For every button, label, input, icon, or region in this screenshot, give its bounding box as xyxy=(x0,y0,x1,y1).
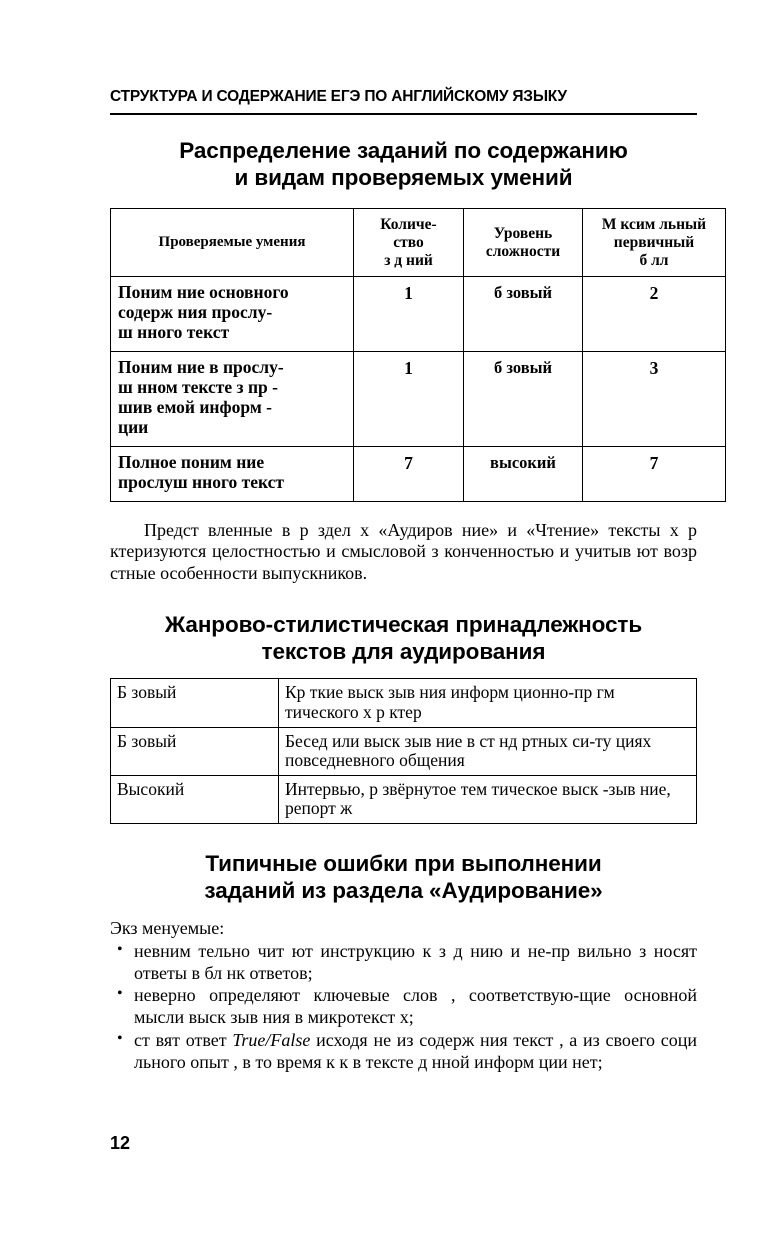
list-item: • неверно определяют ключевые слов , соответствую-щие основной мысли выск зыв ния в микротекст х; xyxy=(110,985,697,1029)
cell-level: б зовый xyxy=(464,352,583,447)
table-header-row xyxy=(111,208,726,276)
column-header-skill: Проверяемые умения xyxy=(111,208,354,276)
cell-score: 2 xyxy=(583,277,726,352)
skills-table xyxy=(110,208,726,502)
table-row xyxy=(111,775,697,823)
cell-skill: Поним ние основного содерж ния прослу- ш нного текст xyxy=(111,277,354,352)
errors-list xyxy=(110,941,697,1074)
cell-level: Б зовый xyxy=(111,727,279,775)
column-header-score: М ксим льный первичный б лл xyxy=(583,208,726,276)
column-header-count: Количе- ство з д ний xyxy=(354,208,464,276)
cell-description: Бесед или выск зыв ние в ст нд ртных си-ту циях повседневного общения xyxy=(279,727,697,775)
list-item: • невним тельно чит ют инструкцию к з д нию и не-пр вильно з носят ответы в бл нк ответов; xyxy=(110,941,697,985)
cell-level: высокий xyxy=(464,446,583,501)
genre-table xyxy=(110,678,697,824)
cell-count: 1 xyxy=(354,277,464,352)
cell-score: 3 xyxy=(583,352,726,447)
header-rule xyxy=(110,113,697,115)
genre-heading: Жанрово-стилистическая принадлежность текстов для аудирования xyxy=(164,611,643,664)
cell-level: б зовый xyxy=(464,277,583,352)
table-row xyxy=(111,446,726,501)
cell-description: Интервью, р звёрнутое тем тическое выск -зыв ние, репорт ж xyxy=(279,775,697,823)
running-head: СТРУКТУРА И СОДЕРЖАНИЕ ЕГЭ ПО АНГЛИЙСКОМУ ЯЗЫКУ xyxy=(110,88,567,105)
cell-level: Б зовый xyxy=(111,679,279,727)
table-row xyxy=(111,727,697,775)
emphasis-text: True/False xyxy=(232,1029,311,1050)
intro-paragraph: Предст вленные в р здел х «Аудиров ние» и «Чтение» тексты х р ктеризуются целостностью и смысловой з конченностью и учитыв ют возр стные особенности выпускников. xyxy=(110,519,697,583)
column-header-level: Уровень сложности xyxy=(464,208,583,276)
errors-lead: Экз менуемые: xyxy=(110,917,225,938)
cell-count: 1 xyxy=(354,352,464,447)
table-row xyxy=(111,679,697,727)
page-number: 12 xyxy=(110,1133,131,1153)
cell-score: 7 xyxy=(583,446,726,501)
page-title: Распределение заданий по содержанию и видам проверяемых умений xyxy=(179,138,628,191)
table-row xyxy=(111,277,726,352)
cell-skill: Поним ние в прослу- ш нном тексте з пр - шив емой информ - ции xyxy=(111,352,354,447)
cell-description: Кр ткие выск зыв ния информ ционно-пр гм тического х р ктер xyxy=(279,679,697,727)
errors-heading: Типичные ошибки при выполнении заданий из раздела «Аудирование» xyxy=(204,850,603,904)
cell-count: 7 xyxy=(354,446,464,501)
table-row xyxy=(111,352,726,447)
cell-skill: Полное поним ние прослуш нного текст xyxy=(111,446,354,501)
cell-level: Высокий xyxy=(111,775,279,823)
list-item: • ст вят ответ True/False исходя не из содерж ния текст , а из своего соци льного опыт , в то время к к в тексте д нной информ ции нет; xyxy=(110,1030,697,1074)
